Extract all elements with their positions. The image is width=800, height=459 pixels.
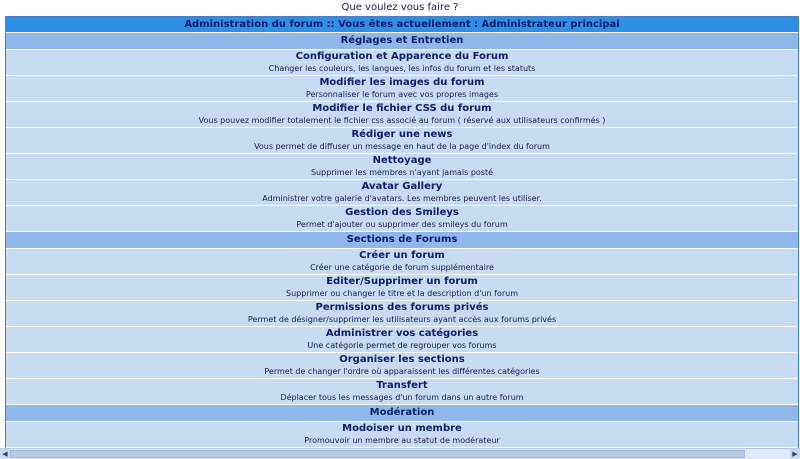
admin-item-desc: Personnaliser le forum avec vos propres images bbox=[305, 90, 499, 99]
admin-item-title[interactable]: Modoiser un membre bbox=[342, 423, 462, 434]
page-prompt: Que voulez vous faire ? bbox=[341, 2, 459, 13]
arrow-left-icon[interactable]: ◀ bbox=[0, 449, 10, 459]
admin-item-transfert[interactable] bbox=[6, 379, 798, 405]
section-header-reglages: Réglages et Entretien bbox=[6, 33, 798, 50]
admin-item-title[interactable]: Modifier le fichier CSS du forum bbox=[312, 103, 492, 114]
admin-item-organiser[interactable] bbox=[6, 353, 798, 379]
admin-item-desc: Supprimer ou changer le titre et la description d'un forum bbox=[285, 289, 519, 298]
admin-item-title[interactable]: Modifier les images du forum bbox=[319, 77, 485, 88]
admin-item-desc: Permet d'ajouter ou supprimer des smileys du forum bbox=[296, 220, 508, 229]
admin-item-desc: Supprimer les membres n'ayant jamais posté bbox=[310, 168, 494, 177]
admin-item-title[interactable]: Gestion des Smileys bbox=[345, 207, 459, 218]
admin-item-desc: Promouvoir un membre au statut de modérateur bbox=[304, 436, 500, 445]
admin-item-desc: Changer les couleurs, les langues, les infos du forum et les statuts bbox=[268, 64, 536, 73]
admin-item-avatar-gallery[interactable] bbox=[6, 180, 798, 206]
admin-item-desc: Une catégorie permet de regrouper vos forums bbox=[307, 341, 497, 350]
section-header-moderation: Modération bbox=[6, 405, 798, 422]
admin-item-desc: Administrer votre galerie d'avatars. Les membres peuvent les utiliser. bbox=[262, 194, 542, 203]
admin-item-title[interactable]: Permissions des forums privés bbox=[315, 302, 489, 313]
admin-item-categories[interactable] bbox=[6, 327, 798, 353]
admin-item-permissions[interactable] bbox=[6, 301, 798, 327]
admin-item-title[interactable]: Nettoyage bbox=[372, 155, 432, 166]
admin-item-desc: Permet de désigner/supprimer les utilisateurs ayant accès aux forums privés bbox=[247, 315, 557, 324]
arrow-right-icon[interactable]: ▶ bbox=[790, 449, 800, 459]
admin-item-title[interactable]: Organiser les sections bbox=[339, 354, 465, 365]
admin-item-css[interactable] bbox=[6, 102, 798, 128]
admin-item-title[interactable]: Rédiger une news bbox=[351, 129, 453, 140]
admin-item-title[interactable]: Configuration et Apparence du Forum bbox=[295, 51, 509, 62]
admin-item-title[interactable]: Avatar Gallery bbox=[361, 181, 443, 192]
horizontal-scrollbar[interactable] bbox=[0, 448, 800, 459]
admin-item-desc: Déplacer tous les messages d'un forum dans un autre forum bbox=[280, 393, 524, 402]
admin-item-title[interactable]: Transfert bbox=[376, 380, 428, 391]
admin-item-title[interactable]: Créer un forum bbox=[359, 250, 445, 261]
admin-item-editer-forum[interactable] bbox=[6, 275, 798, 301]
scrollbar-thumb[interactable] bbox=[10, 450, 745, 458]
admin-item-news[interactable] bbox=[6, 128, 798, 154]
admin-item-nettoyage[interactable] bbox=[6, 154, 798, 180]
admin-item-configuration[interactable] bbox=[6, 50, 798, 76]
admin-item-desc: Vous permet de diffuser un message en haut de la page d'index du forum bbox=[254, 142, 550, 151]
admin-item-title[interactable]: Editer/Supprimer un forum bbox=[326, 276, 478, 287]
admin-item-creer-forum[interactable] bbox=[6, 249, 798, 275]
admin-item-desc: Vous pouvez modifier totalement le fichier css associé au forum ( réservé aux utilisateurs confirmés ) bbox=[198, 116, 606, 125]
admin-item-title[interactable]: Administrer vos catégories bbox=[325, 328, 479, 339]
admin-item-images[interactable] bbox=[6, 76, 798, 102]
admin-item-modoiser[interactable] bbox=[6, 422, 798, 448]
admin-item-desc: Créer une catégorie de forum supplémentaire bbox=[310, 263, 494, 272]
admin-item-smileys[interactable] bbox=[6, 206, 798, 232]
section-header-forums: Sections de Forums bbox=[6, 232, 798, 249]
admin-item-desc: Permet de changer l'ordre où apparaissent les différentes catégories bbox=[264, 367, 540, 376]
admin-header: Administration du forum :: Vous êtes actuellement : Administrateur principal bbox=[6, 17, 798, 33]
admin-panel bbox=[5, 16, 799, 450]
